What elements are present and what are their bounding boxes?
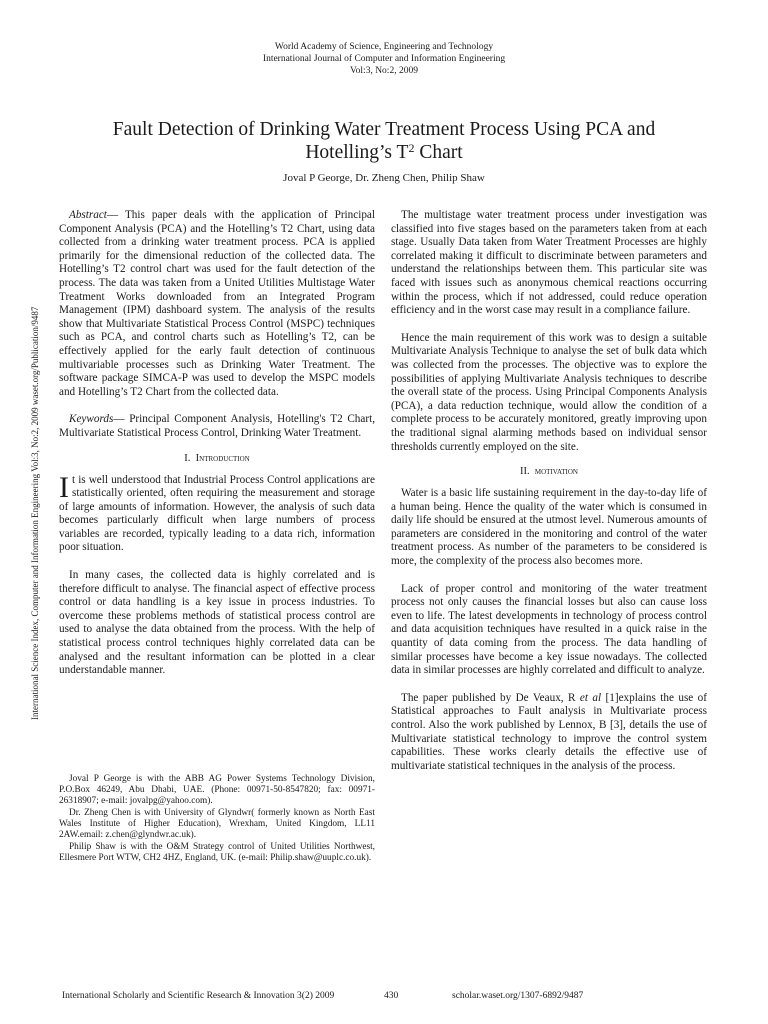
header-line-3: Vol:3, No:2, 2009: [350, 66, 418, 76]
title-line-2: [60, 141, 708, 164]
title-line-1: Fault Detection of Drinking Water Treatment Process Using PCA and: [112, 119, 656, 140]
left-column: [59, 209, 375, 864]
section-title: motivation: [534, 466, 578, 478]
right-paragraph-5: [391, 692, 707, 774]
footnote-3: Philip Shaw is with the O&M Strategy control of United Utilities Northwest, Ellesmere Port WTW, CH2 4HZ, England, UK. (e-mail: Philip.shaw@uuplc.co.uk).: [59, 841, 375, 863]
abstract: [59, 209, 375, 399]
footer-left: International Scholarly and Scientific Research & Innovation 3(2) 2009: [62, 991, 335, 1001]
intro-paragraph-1: [59, 470, 375, 556]
section-number: II.: [520, 466, 530, 478]
section-title: Introduction: [195, 452, 250, 464]
paper-title: [60, 118, 708, 164]
right-column: [391, 209, 707, 773]
title-line-2-pre: Hotelling’s T: [305, 142, 409, 163]
footnote-2: Dr. Zheng Chen is with University of Glyndwr( formerly known as North East Wales Institute of Higher Education), Wrexham, United Kingdom, LL11 2AW.email: z.chen@glyndwr.ac.uk).: [59, 807, 375, 841]
header-line-2: International Journal of Computer and Information Engineering: [262, 54, 506, 64]
keywords: [59, 413, 375, 440]
section-heading-introduction: [59, 452, 375, 465]
keywords-label: Keywords: [69, 413, 114, 426]
header-line-1: World Academy of Science, Engineering and Technology: [274, 42, 494, 52]
p5-text-a: The paper published by De Veaux, R: [401, 691, 580, 704]
right-paragraph-3: Water is a basic life sustaining requirement in the day-to-day life of a human being. Hence the quality of the water which is consumed in daily life should be ensured at the utmost level. Numerous amounts of parameters are considered in the monitoring and control of the water treatment process. As number of the parameters to be considered is more, the complexity of the process also becomes more.: [391, 487, 707, 568]
keywords-text: — Principal Component Analysis, Hotelling's T2 Chart, Multivariate Statistical Process Control, Drinking Water Treatment.: [59, 413, 375, 439]
intro-paragraph-2: In many cases, the collected data is highly correlated and is therefore difficult to analyse. The financial aspect of effective process control or data handling is a key issue in process industries. To overcome these problems methods of statistical process control are used to analyse the data obtained from the process. With the help of statistical process control techniques highly correlated data can be analysed and the resultant information can be plotted in a clear understandable manner.: [59, 569, 375, 677]
footer-right: scholar.waset.org/1307-6892/9487: [452, 991, 584, 1001]
p5-text-b: [1]explains the use of Statistical approaches to Fault analysis in Multivariate process control. Also the work published by Lennox, B [3], details the use of Multivariate statistical technology to improve the control system capabilities. These works clearly details the effective use of multivariate statistical techniques in the analysis of the process.: [391, 691, 707, 772]
right-paragraph-4: Lack of proper control and monitoring of the water treatment process not only causes the financial losses but also can cause loss even to life. The latest developments in technology of process control and data acquisition techniques have resulted in a quick raise in the quantity of data coming from the process. The data handling of similar processes have become a key issue nowadays. The collected data in similar processes are highly correlated and difficult to analyze.: [391, 582, 707, 677]
journal-header: [0, 41, 768, 77]
drop-cap: I: [59, 470, 69, 504]
authors: Joval P George, Dr. Zheng Chen, Philip Shaw: [283, 172, 485, 184]
p5-etal: et al: [579, 691, 602, 704]
right-paragraph-2: Hence the main requirement of this work was to design a suitable Multivariate Analysis Technique to analyse the set of bulk data which was collected from the processes. The objective was to explore the possibilities of applying Multivariate Analysis techniques to describe the overall state of the process. Using Principal Components Analysis (PCA), a data reduction technique, would allow the condition of a complete process to be accurately monitored, greatly improving upon the traditional signal alarming methods based on individual sensor thresholds currently employed on the site.: [391, 331, 707, 453]
title-line-2-post: Chart: [414, 142, 463, 163]
intro-paragraph-1-text: t is well understood that Industrial Process Control applications are statistically oriented, often requiring the measurement and storage of large amounts of information. However, the analysis of such data becomes particularly difficult when large numbers of process variables are recorded, typically leading to a data rich, information poor situation.: [59, 473, 375, 554]
page-number: 430: [384, 991, 399, 1001]
footnote-1: Joval P George is with the ABB AG Power Systems Technology Division, P.O.Box 46249, Abu Dhabi, UAE. (Phone: 00971-50-8547820; fax: 00971-26318907; e-mail: jovalpg@yahoo.com).: [59, 773, 375, 807]
right-paragraph-1: The multistage water treatment process under investigation was classified into five stages based on the parameters taken from at each stage. Usually Data taken from Water Treatment Processes are highly correlated making it difficult to discriminate between parameters and understand the relationships between them. This particular site was faced with issues such as anonymous chemical reactions occurring within the process, which if not addressed, could reduce operation efficiency and in the worst case may result in a compliance failure.: [391, 209, 707, 317]
section-number: I.: [184, 452, 191, 464]
section-heading-motivation: [391, 465, 707, 478]
title-superscript: 2: [408, 141, 415, 155]
abstract-text: — This paper deals with the application of Principal Component Analysis (PCA) and the Hotelling’s T2 Chart, using data collected from a drinking water treatment process. PCA is applied primarily for the dimensional reduction of the collected data. The Hotelling’s T2 control chart was used for the fault detection of the process. The data was taken from a United Utilities Multistage Water Treatment Works downloaded from an Integrated Program Management (IPM) dashboard system. The analysis of the results show that Multivariate Statistical Process Control (MSPC) techniques such as PCA, and control charts such as Hotelling’s T2, can be effectively applied for the early fault detection of continuous multivariable processes such as Drinking Water Treatment. The software package SIMCA-P was used to develop the MSPC models and Hotelling’s T2 Chart from the collected data.: [59, 209, 375, 398]
abstract-label: Abstract: [69, 209, 107, 221]
author-footnotes: [59, 774, 375, 864]
side-index-note: International Science Index, Computer and Information Engineering Vol:3, No:2, 2009 waset.org/Publication/9487: [30, 306, 40, 720]
